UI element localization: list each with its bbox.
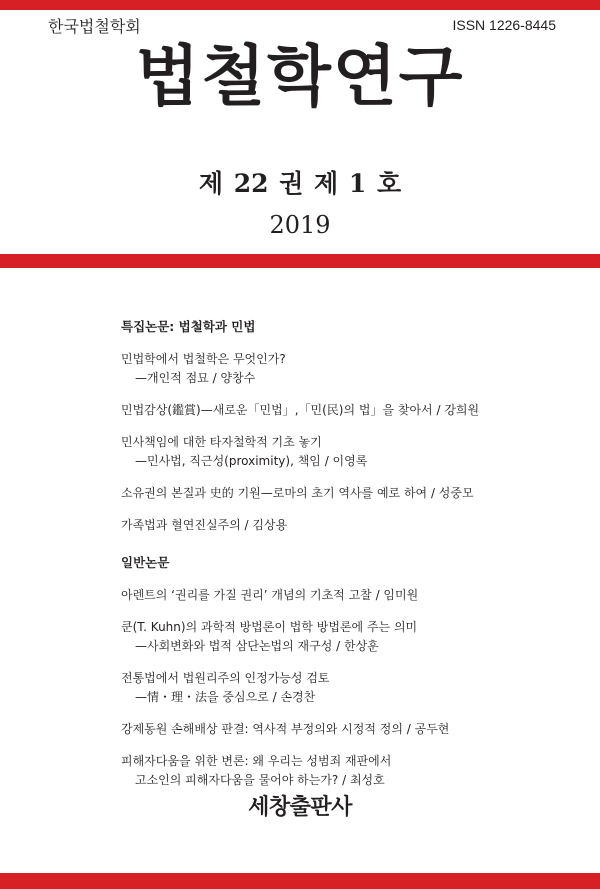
entry-subtitle: 고소인의 피해자다움을 물어야 하는가? / 최성호 (135, 773, 385, 787)
entry-title: 민법학에서 법철학은 무엇인가? (121, 352, 286, 366)
entry-subtitle: —개인적 점묘 / 양창수 (135, 371, 256, 385)
entry-subtitle: —情・理・法을 중심으로 / 손경찬 (135, 690, 316, 704)
toc-entry (121, 350, 561, 388)
toc-entry (121, 752, 561, 790)
entry-title: 강제동원 손해배상 판결: 역사적 부정의와 시정적 정의 / 공두현 (121, 722, 450, 736)
entry-title: 민법감상(鑑賞)—새로운「민법」,「민(民)의 법」을 찾아서 / 강희원 (121, 403, 480, 417)
publication-year: 2019 (269, 211, 331, 239)
journal-title: 법철학연구 (135, 38, 465, 115)
publisher-name: 한국법철학회 (48, 17, 141, 36)
entry-title: 전통법에서 법원리주의 인정가능성 검토 (121, 671, 330, 685)
toc-entry (121, 669, 561, 707)
section-title-general: 일반논문 (121, 555, 170, 570)
entry-title: 쿤(T. Kuhn)의 과학적 방법론이 법학 방법론에 주는 의미 (121, 620, 418, 634)
table-of-contents (121, 318, 561, 790)
toc-entry (121, 516, 561, 535)
entry-title: 가족법과 혈연진실주의 / 김상용 (121, 518, 288, 532)
entry-title: 소유권의 본질과 史的 기원—로마의 초기 역사를 예로 하여 / 성중모 (121, 486, 474, 500)
toc-entry (121, 720, 561, 739)
entry-title: 피해자다움을 위한 변론: 왜 우리는 성범죄 재판에서 (121, 754, 392, 768)
issn-number: ISSN 1226-8445 (452, 17, 556, 33)
entry-subtitle: —민사법, 직근성(proximity), 책임 / 이영록 (135, 454, 368, 468)
toc-entry (121, 618, 561, 656)
publisher-imprint-logo: 세창출판사 (248, 795, 352, 820)
toc-entry (121, 401, 561, 420)
middle-red-band (0, 254, 600, 268)
toc-entry (121, 586, 561, 605)
entry-subtitle: —사회변화와 법적 삼단논법의 재구성 / 한상훈 (135, 639, 379, 653)
toc-entry (121, 433, 561, 471)
volume-number: 제 22 권 제 1 호 (198, 169, 402, 198)
entry-title: 아렌트의 ‘권리를 가질 권리’ 개념의 기초적 고찰 / 임미원 (121, 588, 419, 602)
bottom-red-band (0, 873, 600, 889)
section-title-special: 특집논문: 법철학과 민법 (121, 319, 256, 334)
toc-entry (121, 484, 561, 503)
top-red-band (0, 0, 600, 10)
entry-title: 민사책임에 대한 타자철학적 기초 놓기 (121, 435, 322, 449)
